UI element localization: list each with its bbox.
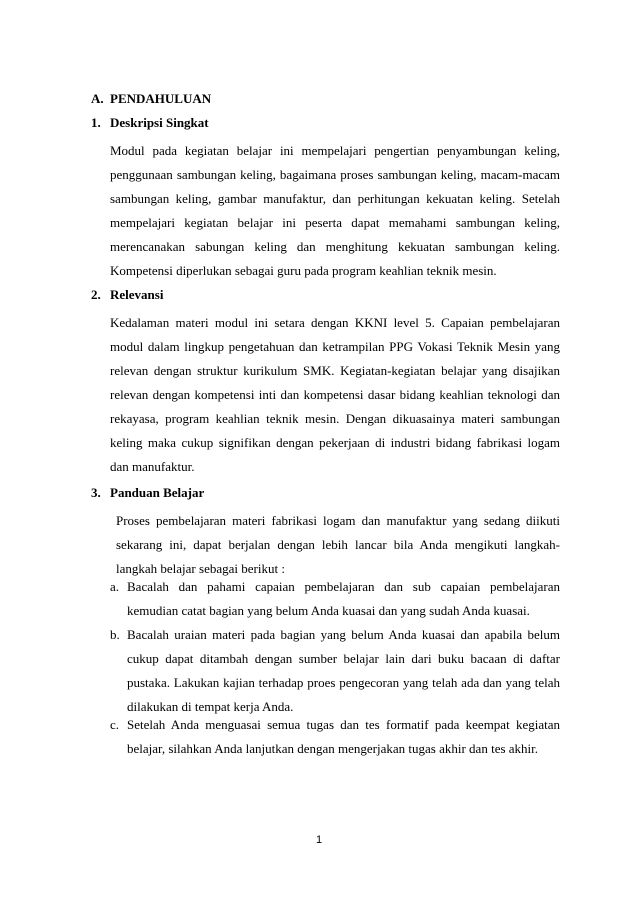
section-2-paragraph: Kedalaman materi modul ini setara dengan KKNI level 5. Capaian pembelajaran modul dalam lingkup pengetahuan dan ketrampilan PPG Vokasi Teknik Mesin yang relevan dengan struktur kurikulum SMK. Kegiatan-kegiatan belajar yang disajikan relevan dengan kompetensi inti dan kompetensi dasar bidang keahlian teknologi dan rekayasa, program keahlian teknik mesin. Dengan dikuasainya materi sambungan keling maka cukup signifikan dengan pekerjaan di industri bidang fabrikasi logam dan manufaktur.	[110, 315, 560, 474]
list-item-marker: a.	[110, 579, 120, 594]
list-item-text: Bacalah dan pahami capaian pembelajaran dan sub capaian pembelajaran kemudian catat bagian yang belum Anda kuasai dan yang sudah Anda kuasai.	[127, 579, 560, 618]
section-3-marker: 3.	[91, 485, 101, 500]
section-a-marker: A.	[91, 91, 104, 106]
list-item	[110, 713, 560, 761]
section-3-title: Panduan Belajar	[110, 485, 205, 500]
page-number: 1	[315, 834, 323, 846]
section-1-marker: 1.	[91, 115, 101, 130]
section-1-paragraph: Modul pada kegiatan belajar ini mempelajari pengertian penyambungan keling, penggunaan sambungan keling, bagaimana proses sambungan keling, macam-macam sambungan keling, gambar manufaktur, dan perhitungan kekuatan keling. Setelah mempelajari kegiatan belajar ini peserta dapat memahami sambungan keling, merencanakan sabungan keling dan menghitung kekuatan sambungan keling. Kompetensi diperlukan sebagai guru pada program keahlian teknik mesin.	[110, 143, 560, 278]
section-a-title: PENDAHULUAN	[110, 91, 212, 106]
list-item	[110, 575, 560, 623]
section-1-title: Deskripsi Singkat	[110, 115, 209, 130]
list-item-marker: c.	[110, 717, 120, 732]
list-item-text: Setelah Anda menguasai semua tugas dan tes formatif pada keempat kegiatan belajar, silahkan Anda lanjutkan dengan mengerjakan tugas akhir dan tes akhir.	[127, 717, 560, 756]
section-2-heading	[91, 287, 163, 303]
section-a-heading	[91, 91, 211, 107]
section-2-title: Relevansi	[110, 287, 164, 302]
section-3-heading	[91, 485, 204, 501]
list-item-text: Bacalah uraian materi pada bagian yang belum Anda kuasai dan apabila belum cukup dapat ditambah dengan sumber belajar lain dari buku bacaan di daftar pustaka. Lakukan kajian terhadap proes pengecoran yang telah ada dan yang telah dilakukan di tempat kerja Anda.	[127, 627, 560, 714]
section-2-marker: 2.	[91, 287, 101, 302]
list-item	[110, 623, 560, 719]
list-item-marker: b.	[110, 627, 120, 642]
section-3-intro: Proses pembelajaran materi fabrikasi logam dan manufaktur yang sedang diikuti sekarang ini, dapat berjalan dengan lebih lancar bila Anda mengikuti langkah-langkah belajar sebagai berikut :	[116, 513, 560, 576]
section-1-heading	[91, 115, 209, 131]
